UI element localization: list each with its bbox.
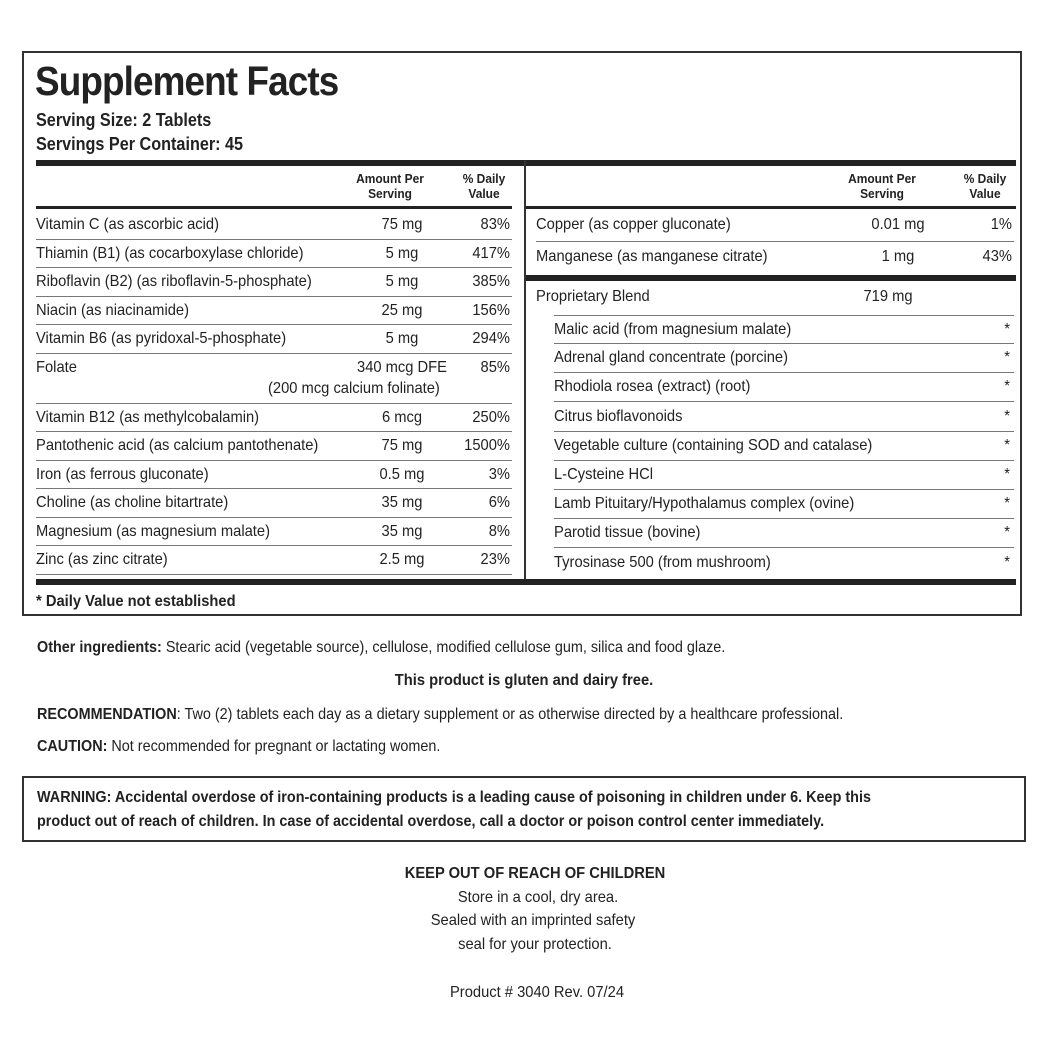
nutrient-name: Folate: [36, 358, 77, 376]
nutrient-amount: 75 mg: [381, 437, 423, 454]
blend-item-row: [554, 344, 1014, 373]
blend-item-name: Parotid tissue (bovine): [554, 524, 701, 542]
serving-size: Serving Size: 2 Tablets: [36, 110, 212, 130]
nutrient-row: [36, 489, 512, 518]
nutrient-row: [36, 354, 512, 404]
blend-item-dv: *: [1004, 466, 1010, 483]
caution-text: Not recommended for pregnant or lactating women.: [107, 738, 441, 755]
header-dv-line1: % Daily: [462, 171, 506, 186]
blend-divider: [526, 275, 1016, 281]
blend-item-name: Citrus bioflavonoids: [554, 407, 683, 425]
daily-value-footnote: * Daily Value not established: [36, 593, 236, 610]
nutrient-dv: 1%: [990, 216, 1012, 233]
blend-item-row: [554, 519, 1014, 548]
nutrient-name: Vitamin B12 (as methylcobalamin): [36, 408, 260, 426]
nutrient-name: Magnesium (as magnesium malate): [36, 522, 270, 540]
nutrient-row: [36, 518, 512, 547]
nutrient-row: [36, 325, 512, 354]
nutrient-amount: 35 mg: [381, 494, 423, 511]
nutrient-row: [36, 211, 512, 240]
nutrient-amount: 75 mg: [381, 216, 423, 233]
nutrient-row: [36, 297, 512, 326]
header-amount-line1: Amount Per: [848, 171, 916, 186]
recommendation: [37, 706, 843, 724]
right-header-amount: [836, 171, 928, 201]
blend-item-name: Vegetable culture (containing SOD and catalase): [554, 436, 873, 454]
gluten-dairy-free: This product is gluten and dairy free.: [394, 672, 654, 689]
nutrient-dv: 6%: [488, 494, 510, 511]
recommendation-text: : Two (2) tablets each day as a dietary supplement or as otherwise directed by a healthcare professional.: [176, 706, 844, 723]
nutrient-row: [36, 268, 512, 297]
nutrient-dv: 83%: [480, 216, 510, 233]
blend-item-dv: *: [1004, 495, 1010, 513]
nutrient-name: Niacin (as niacinamide): [36, 301, 189, 319]
nutrient-name: Vitamin B6 (as pyridoxal-5-phosphate): [36, 330, 287, 347]
nutrient-name: Iron (as ferrous gluconate): [36, 465, 209, 483]
blend-amount: 719 mg: [863, 288, 913, 305]
blend-item-dv: *: [1004, 524, 1010, 542]
storage-line-3: seal for your protection.: [458, 936, 612, 953]
storage-line-1: Store in a cool, dry area.: [457, 889, 619, 906]
blend-item-dv: *: [1004, 553, 1010, 571]
blend-item-dv: *: [1004, 349, 1010, 367]
nutrient-dv: 8%: [488, 522, 510, 540]
header-rule-right: [526, 206, 1016, 209]
blend-item-name: Tyrosinase 500 (from mushroom): [554, 553, 771, 571]
blend-item-dv: *: [1004, 378, 1010, 396]
blend-item-name: Adrenal gland concentrate (porcine): [554, 349, 789, 367]
nutrient-dv: 43%: [982, 248, 1012, 265]
nutrient-amount: 2.5 mg: [379, 551, 425, 568]
blend-item-dv: *: [1004, 321, 1010, 338]
recommendation-label: RECOMMENDATION: [37, 706, 177, 723]
blend-item-row: [554, 549, 1014, 578]
blend-item-row: [554, 490, 1014, 519]
supplement-facts-panel: [22, 51, 1022, 616]
right-header-dv: [953, 171, 1017, 201]
nutrient-amount: 25 mg: [381, 301, 423, 319]
warning-line-2: product out of reach of children. In case of accidental overdose, call a doctor or poison control center immediately.: [37, 813, 825, 830]
blend-item-row: [554, 432, 1014, 461]
blend-item-name: L-Cysteine HCl: [554, 466, 653, 483]
nutrient-amount: 5 mg: [385, 330, 419, 347]
column-divider: [524, 160, 526, 580]
nutrient-amount: 1 mg: [881, 248, 915, 265]
nutrient-name: Zinc (as zinc citrate): [36, 551, 168, 568]
blend-item-dv: *: [1004, 407, 1010, 425]
nutrient-dv: 250%: [472, 408, 510, 426]
nutrient-row: [536, 243, 1014, 274]
nutrient-name: Thiamin (B1) (as cocarboxylase chloride): [36, 244, 304, 262]
nutrient-name: Riboflavin (B2) (as riboflavin-5-phosphate): [36, 273, 312, 290]
nutrient-amount: 5 mg: [385, 244, 419, 262]
blend-item-row: [554, 315, 1014, 344]
nutrient-row: [36, 461, 512, 490]
nutrient-row: [36, 546, 512, 575]
proprietary-blend-row: [536, 283, 1014, 313]
blend-item-name: Rhodiola rosea (extract) (root): [554, 378, 751, 396]
nutrient-name: Vitamin C (as ascorbic acid): [36, 216, 219, 233]
nutrient-name: Copper (as copper gluconate): [536, 216, 731, 233]
caution-label: CAUTION:: [37, 738, 108, 755]
nutrient-dv: 1500%: [464, 437, 510, 454]
nutrient-amount: 0.5 mg: [379, 465, 425, 483]
nutrient-dv: 385%: [472, 273, 510, 290]
nutrient-note: (200 mcg calcium folinate): [268, 379, 440, 397]
header-amount-line2: Serving: [860, 186, 904, 201]
nutrient-amount: 0.01 mg: [871, 216, 925, 233]
other-ingredients: [37, 639, 725, 657]
nutrient-amount: 5 mg: [385, 273, 419, 290]
caution: [37, 738, 440, 756]
warning-box: [22, 776, 1026, 842]
header-amount-line2: Serving: [368, 186, 412, 201]
nutrient-dv: 23%: [480, 551, 510, 568]
keep-out-heading: KEEP OUT OF REACH OF CHILDREN: [404, 865, 666, 882]
other-ingredients-label: Other ingredients:: [37, 639, 162, 656]
blend-item-row: [554, 373, 1014, 402]
nutrient-name: Manganese (as manganese citrate): [536, 248, 768, 265]
left-header-dv: [451, 171, 517, 201]
thick-divider-bottom: [36, 579, 1016, 585]
nutrient-name: Pantothenic acid (as calcium pantothenate): [36, 437, 319, 454]
nutrient-name: Choline (as choline bitartrate): [36, 494, 229, 511]
blend-item-name: Malic acid (from magnesium malate): [554, 321, 792, 338]
blend-item-row: [554, 403, 1014, 432]
header-dv-line1: % Daily: [963, 171, 1007, 186]
warning-line-1: WARNING: Accidental overdose of iron-containing products is a leading cause of poisoning in children under 6. Keep this: [37, 789, 871, 806]
nutrient-dv: 3%: [488, 465, 510, 483]
header-dv-line2: Value: [969, 186, 1001, 201]
header-rule-left: [36, 206, 512, 209]
header-amount-line1: Amount Per: [356, 171, 424, 186]
nutrient-amount: 340 mcg DFE: [357, 358, 447, 376]
nutrient-row: [36, 432, 512, 461]
nutrient-dv: 156%: [472, 301, 510, 319]
nutrient-dv: 417%: [472, 244, 510, 262]
product-info: Product # 3040 Rev. 07/24: [449, 984, 625, 1001]
blend-item-dv: *: [1004, 436, 1010, 454]
storage-line-2: Sealed with an imprinted safety: [430, 912, 636, 929]
other-ingredients-text: Stearic acid (vegetable source), cellulose, modified cellulose gum, silica and food glaze.: [161, 639, 726, 656]
blend-item-row: [554, 461, 1014, 490]
nutrient-row: [36, 404, 512, 433]
nutrient-amount: 6 mcg: [381, 408, 423, 426]
thick-divider-top: [36, 160, 1016, 166]
header-dv-line2: Value: [468, 186, 500, 201]
nutrient-amount: 35 mg: [381, 522, 423, 540]
facts-title: Supplement Facts: [35, 58, 339, 104]
nutrient-row: [36, 240, 512, 269]
servings-per-container: Servings Per Container: 45: [36, 134, 244, 154]
nutrient-dv: 294%: [472, 330, 510, 347]
blend-name: Proprietary Blend: [536, 288, 650, 305]
nutrient-dv: 85%: [480, 358, 510, 376]
blend-item-name: Lamb Pituitary/Hypothalamus complex (ovine): [554, 495, 855, 513]
left-header-amount: [344, 171, 436, 201]
nutrient-row: [536, 211, 1014, 242]
